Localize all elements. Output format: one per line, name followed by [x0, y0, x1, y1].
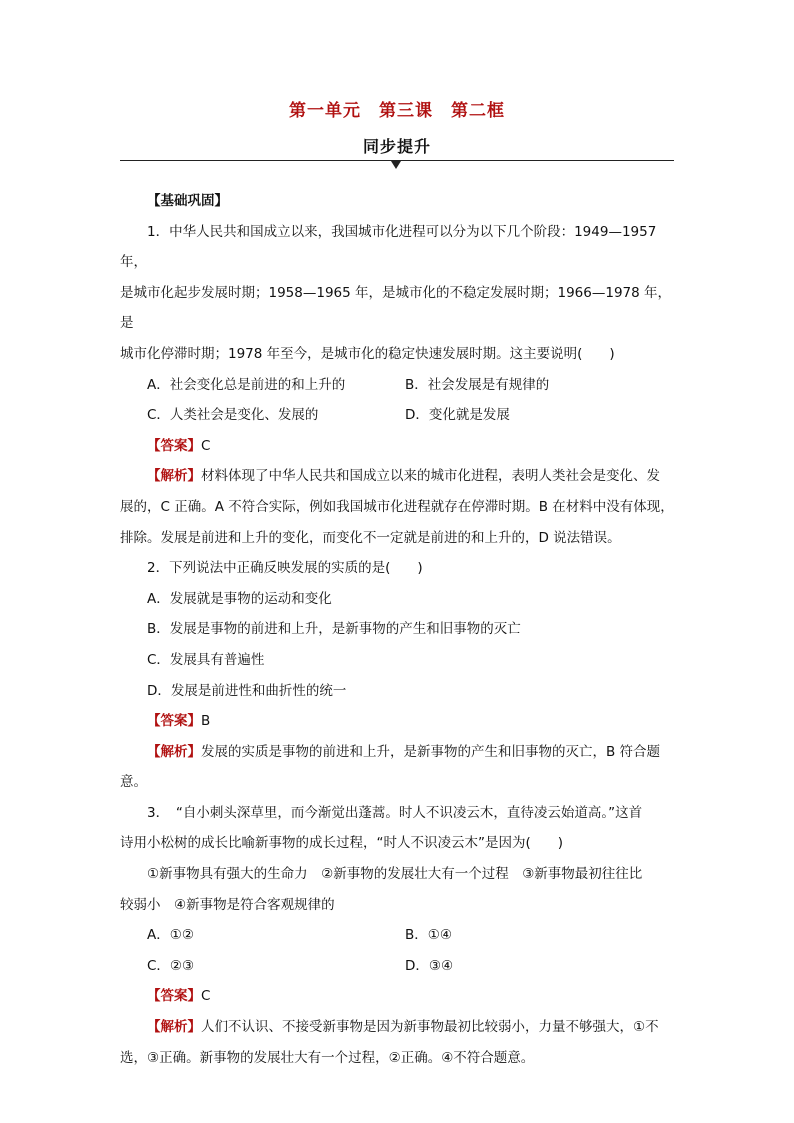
- q3-options-row1: [120, 920, 680, 951]
- q1-answer: [120, 431, 680, 462]
- page-title: 第一单元 第三课 第二框: [289, 101, 505, 121]
- q1-analysis-line1: [120, 461, 680, 492]
- q3-options-row2: [120, 951, 680, 982]
- q3-analysis-line2: 选，③正确。新事物的发展壮大有一个过程，②正确。④不符合题意。: [120, 1049, 535, 1066]
- analysis-label: 【解析】: [147, 468, 201, 485]
- answer-label: 【答案】: [147, 437, 201, 454]
- q2-analysis-line1: [120, 737, 680, 768]
- q3-answer: [120, 981, 680, 1012]
- q2-analysis-line2: 意。: [120, 774, 147, 791]
- q2-option-c: C．发展具有普遍性: [147, 651, 265, 668]
- analysis-label: 【解析】: [147, 1019, 201, 1036]
- q2-option-b: B．发展是事物的前进和上升，是新事物的产生和旧事物的灭亡: [147, 621, 521, 638]
- document-body: [120, 186, 680, 1073]
- q3-option-b: B．①④: [405, 927, 452, 944]
- answer-label: 【答案】: [147, 988, 201, 1005]
- q1-answer-value: C: [201, 437, 211, 454]
- q1-stem-line2: 是城市化起步发展时期；1958—1965 年，是城市化的不稳定发展时期；1966—1978 年，是: [120, 284, 672, 332]
- triangle-down-icon: [391, 161, 401, 169]
- q2-analysis-text1: 发展的实质是事物的前进和上升，是新事物的产生和旧事物的灭亡，B 符合题: [201, 743, 661, 760]
- analysis-label: 【解析】: [147, 743, 201, 760]
- q2-option-d: D．发展是前进性和曲折性的统一: [147, 682, 347, 699]
- q3-stem-line1: 3． “自小刺头深草里，而今渐觉出蓬蒿。时人不识凌云木，直待凌云始道高。”这首: [147, 804, 643, 821]
- page-subtitle: 同步提升: [362, 137, 431, 156]
- q1-analysis-text1: 材料体现了中华人民共和国成立以来的城市化进程，表明人类社会是变化、发: [201, 468, 660, 485]
- q1-options-row1: [120, 370, 680, 401]
- answer-label: 【答案】: [147, 713, 201, 730]
- q3-option-a: A．①②: [147, 927, 194, 944]
- q1-option-c: C．人类社会是变化、发展的: [147, 407, 319, 424]
- q2-answer: [120, 706, 680, 737]
- q1-analysis-line3: 排除。发展是前进和上升的变化，而变化不一定就是前进的和上升的，D 说法错误。: [120, 529, 621, 546]
- q3-option-c: C．②③: [147, 957, 195, 974]
- q3-option-d: D．③④: [405, 957, 454, 974]
- q1-options-row2: [120, 400, 680, 431]
- q1-stem-line3: 城市化停滞时期；1978 年至今，是城市化的稳定快速发展时期。这主要说明( ): [120, 345, 615, 362]
- q2-answer-value: B: [201, 713, 211, 730]
- q2-option-a: A．发展就是事物的运动和变化: [147, 590, 332, 607]
- q3-items-line1: ①新事物具有强大的生命力 ②新事物的发展壮大有一个过程 ③新事物最初往往比: [147, 866, 643, 883]
- q1-option-d: D．变化就是发展: [405, 407, 510, 424]
- q1-stem-line1: 1．中华人民共和国成立以来，我国城市化进程可以分为以下几个阶段：1949—1957 年，: [120, 223, 657, 271]
- q1-analysis-line2: 展的，C 正确。A 不符合实际，例如我国城市化进程就存在停滞时期。B 在材料中没有体现，: [120, 498, 674, 515]
- q3-analysis-line1: [120, 1012, 680, 1043]
- q3-stem-line2: 诗用小松树的成长比喻新事物的成长过程，“时人不识凌云木”是因为( ): [120, 835, 564, 852]
- q3-items-line2: 较弱小 ④新事物是符合客观规律的: [120, 896, 335, 913]
- q3-analysis-text1: 人们不认识、不接受新事物是因为新事物最初比较弱小，力量不够强大，①不: [201, 1019, 659, 1036]
- section-heading: 【基础巩固】: [147, 193, 228, 209]
- q2-stem: 2．下列说法中正确反映发展的实质的是( ): [147, 560, 423, 577]
- q1-option-b: B．社会发展是有规律的: [405, 376, 550, 393]
- q3-answer-value: C: [201, 988, 211, 1005]
- q1-option-a: A．社会变化总是前进的和上升的: [147, 376, 346, 393]
